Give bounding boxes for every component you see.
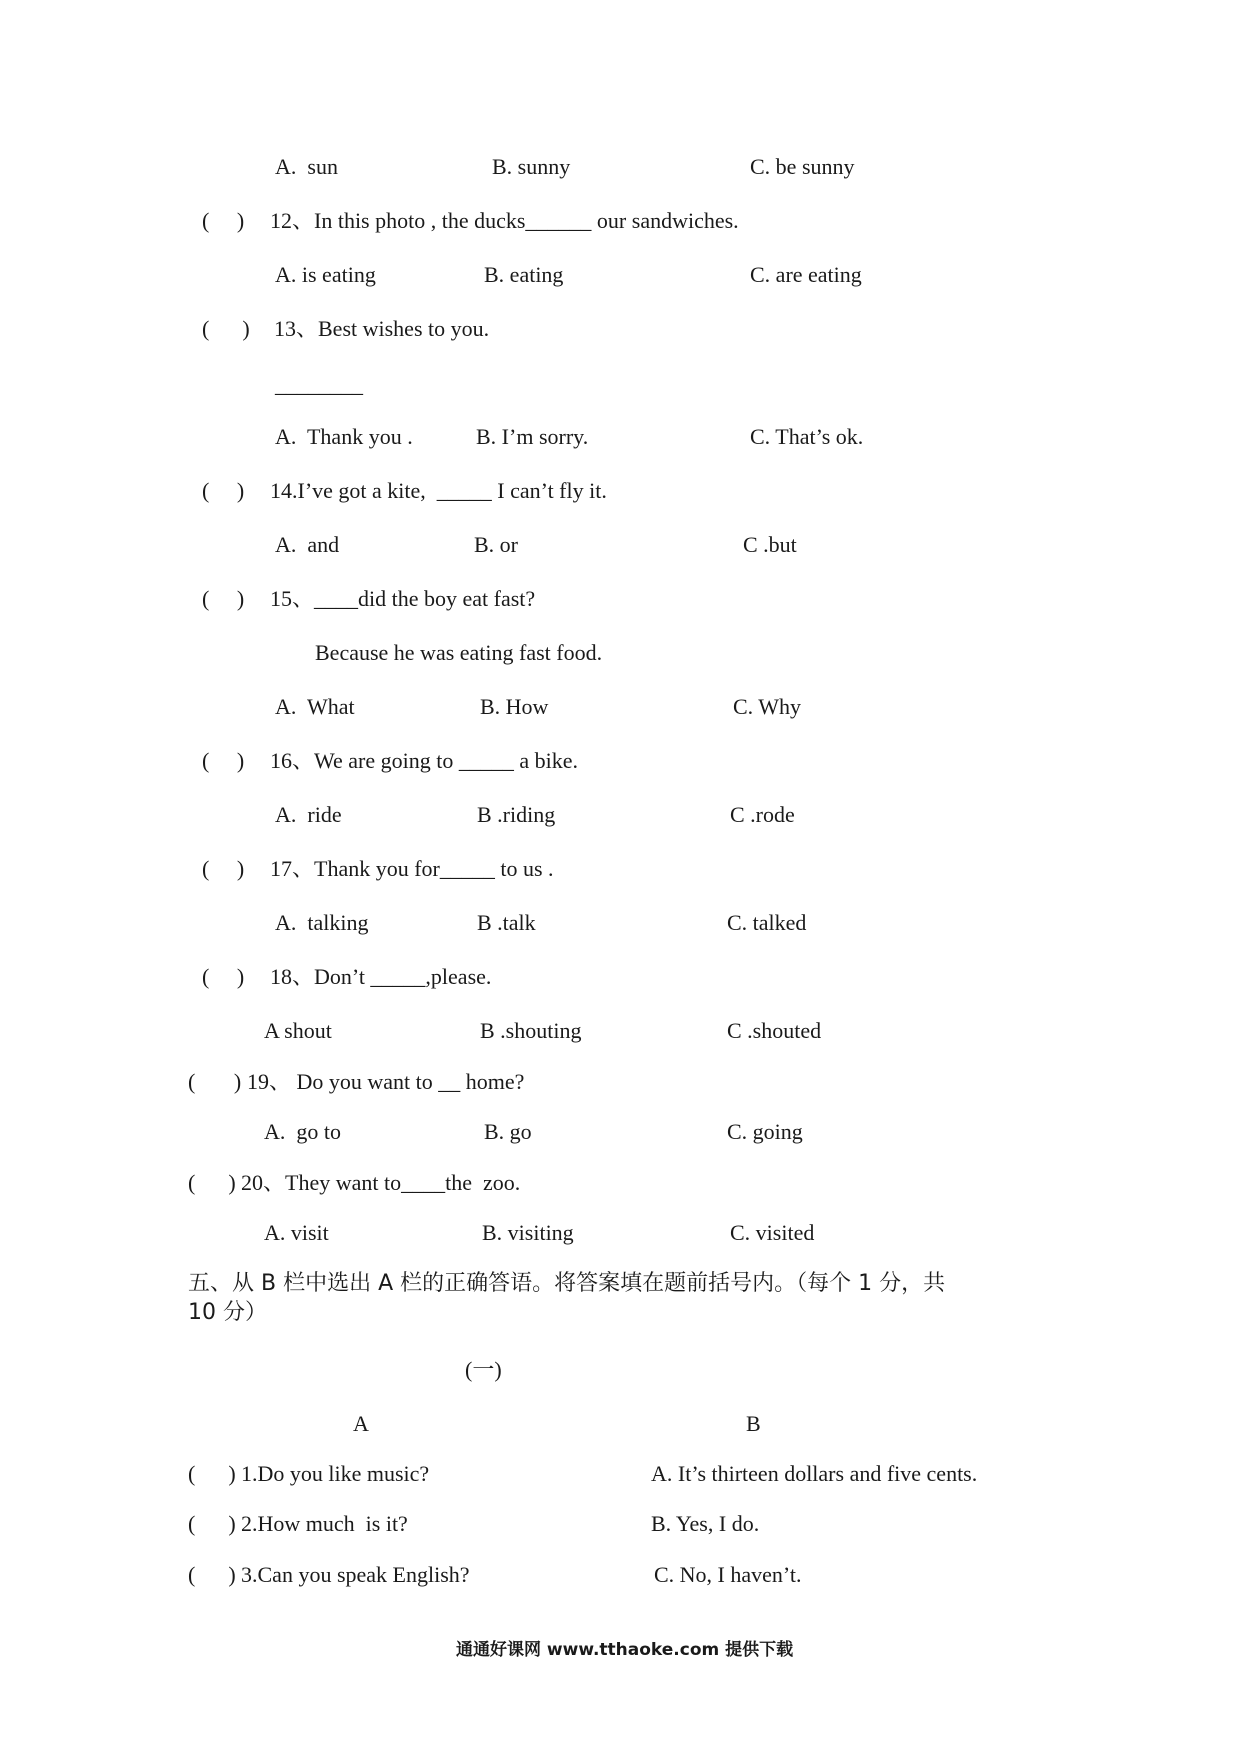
q15-option-b: B. How <box>480 694 549 719</box>
q16-answer-paren[interactable]: ( ) <box>202 748 245 773</box>
match-3-answer: C. No, I haven’t. <box>654 1562 802 1587</box>
q15-option-c: C. Why <box>733 694 802 719</box>
column-a-header: A <box>353 1411 369 1436</box>
q16-option-b: B .riding <box>477 802 556 827</box>
q15-answer-paren[interactable]: ( ) <box>202 586 245 611</box>
q16-stem: 16、We are going to _____ a bike. <box>270 748 578 773</box>
q13-response-blank: ________ <box>275 372 363 397</box>
q13-stem: 13、Best wishes to you. <box>274 316 490 341</box>
q19-option-c: C. going <box>727 1119 803 1144</box>
match-3-question: 3.Can you speak English? <box>241 1562 470 1587</box>
q14-option-b: B. or <box>474 532 518 557</box>
q19-option-a: A. go to <box>264 1119 341 1144</box>
match-2-answer: B. Yes, I do. <box>651 1511 760 1536</box>
q20-option-b: B. visiting <box>482 1220 574 1245</box>
q18-answer-paren[interactable]: ( ) <box>202 964 245 989</box>
q13-option-a: A. Thank you . <box>275 424 413 449</box>
section5-subheading: (一) <box>465 1357 502 1382</box>
section5-title-line2: 10 分） <box>188 1300 267 1325</box>
q12-option-a: A. is eating <box>275 262 376 287</box>
footer-watermark: 通通好课网 www.tthaoke.com 提供下载 <box>456 1640 794 1660</box>
match-2-answer-paren[interactable]: ( ) <box>188 1511 236 1536</box>
q12-option-c: C. are eating <box>750 262 862 287</box>
q14-answer-paren[interactable]: ( ) <box>202 478 245 503</box>
q20-stem: 20、They want to____the zoo. <box>241 1170 521 1195</box>
q17-option-c: C. talked <box>727 910 807 935</box>
match-1-answer-paren[interactable]: ( ) <box>188 1461 236 1486</box>
match-1-question: 1.Do you like music? <box>241 1461 430 1486</box>
match-1-answer: A. It’s thirteen dollars and five cents. <box>651 1461 978 1486</box>
section5-title-line1: 五、从 B 栏中选出 A 栏的正确答语。将答案填在题前括号内。（每个 1 分，共 <box>188 1271 946 1296</box>
q14-stem: 14.I’ve got a kite, _____ I can’t fly it. <box>270 478 607 503</box>
q13-option-c: C. That’s ok. <box>750 424 864 449</box>
column-b-header: B <box>746 1411 761 1436</box>
q18-option-c: C .shouted <box>727 1018 822 1043</box>
q19-answer-paren[interactable]: ( ) <box>188 1069 242 1094</box>
q14-option-c: C .but <box>743 532 797 557</box>
q17-option-b: B .talk <box>477 910 536 935</box>
q11-option-c: C. be sunny <box>750 154 855 179</box>
q17-answer-paren[interactable]: ( ) <box>202 856 245 881</box>
q14-option-a: A. and <box>275 532 340 557</box>
q20-option-a: A. visit <box>264 1220 329 1245</box>
q15-stem: 15、____did the boy eat fast? <box>270 586 536 611</box>
match-2-question: 2.How much is it? <box>241 1511 408 1536</box>
q19-stem: 19、 Do you want to __ home? <box>247 1069 525 1094</box>
q20-answer-paren[interactable]: ( ) <box>188 1170 236 1195</box>
q16-option-a: A. ride <box>275 802 342 827</box>
q15-answer-line: Because he was eating fast food. <box>315 640 603 665</box>
q11-option-b: B. sunny <box>492 154 571 179</box>
q18-option-b: B .shouting <box>480 1018 582 1043</box>
q13-answer-paren[interactable]: ( ) <box>202 316 250 341</box>
q20-option-c: C. visited <box>730 1220 815 1245</box>
match-3-answer-paren[interactable]: ( ) <box>188 1562 236 1587</box>
q13-option-b: B. I’m sorry. <box>476 424 589 449</box>
q18-option-a: A shout <box>264 1018 332 1043</box>
q12-answer-paren[interactable]: ( ) <box>202 208 245 233</box>
q12-stem: 12、In this photo , the ducks______ our sandwiches. <box>270 208 739 233</box>
q11-option-a: A. sun <box>275 154 338 179</box>
q17-stem: 17、Thank you for_____ to us . <box>270 856 554 881</box>
q16-option-c: C .rode <box>730 802 795 827</box>
q15-option-a: A. What <box>275 694 355 719</box>
q12-option-b: B. eating <box>484 262 564 287</box>
q19-option-b: B. go <box>484 1119 532 1144</box>
q18-stem: 18、Don’t _____,please. <box>270 964 492 989</box>
q17-option-a: A. talking <box>275 910 369 935</box>
